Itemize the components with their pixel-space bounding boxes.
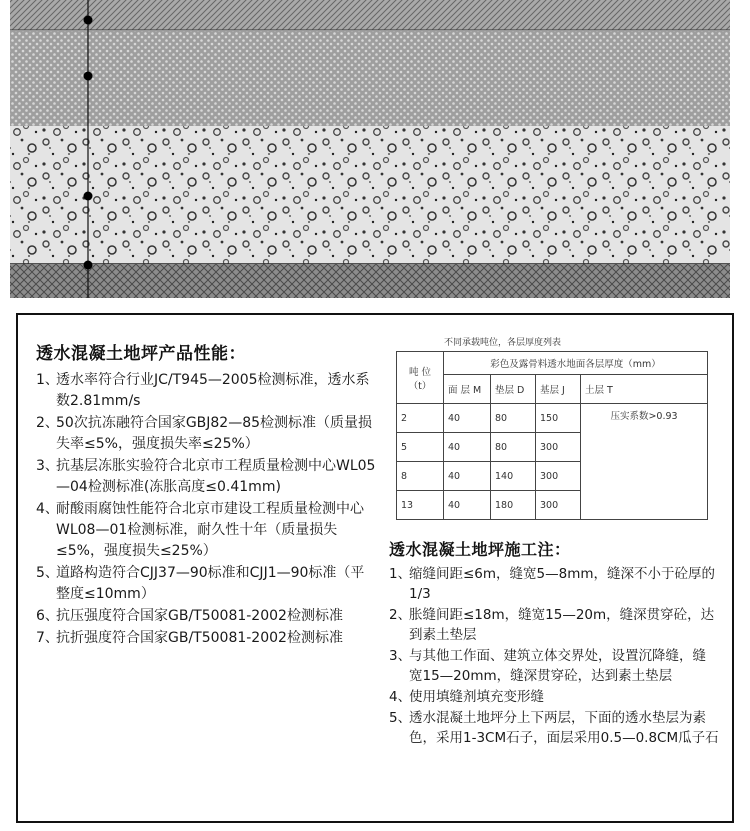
performance-item: 6、 抗压强度符合国家GB/T50081-2002检测标准 [36, 608, 343, 624]
col-soil: 土层 T [581, 375, 708, 404]
col-face: 面 层 M [444, 375, 491, 404]
performance-item: 2、 50次抗冻融符合国家GBJ82—85检测标准（质量损失率≤5%，强度损失率≤25%） [36, 415, 373, 452]
cross-section-diagram [0, 0, 750, 300]
layer-thickness-table [396, 351, 708, 520]
construction-item: 4、 使用填缝剂填充变形缝 [389, 689, 544, 705]
table-row: 8 40 140 300 [397, 462, 708, 491]
performance-item: 4、 耐酸雨腐蚀性能符合北京市建设工程质量检测中心WL08—01检测标准，耐久性十年（质量损失≤5%，强度损失≤25%） [36, 501, 364, 559]
construction-item: 3、 与其他工作面、建筑立体交界处，设置沉降缝，缝宽15—20mm，缝深贯穿砼，达到素土垫层 [389, 648, 706, 684]
table-row: 5 40 80 300 [397, 433, 708, 462]
construction-item: 5、 透水混凝土地坪分上下两层，下面的透水垫层为素色，采用1-3CM石子，面层采用0.5—0.8CM瓜子石 [389, 710, 719, 746]
product-performance-section [36, 339, 376, 650]
construction-notes-title: 透水混凝土地坪施工注： [389, 540, 571, 559]
product-performance-title: 透水混凝土地坪产品性能： [36, 344, 246, 364]
performance-item: 5、 道路构造符合CJJ37—90标准和CJJ1—90标准（平整度≤10mm） [36, 565, 365, 602]
surface-layer [10, 0, 730, 30]
compaction-cell: 压实系数>0.93 [581, 404, 708, 520]
header-group: 彩色及露骨料透水地面各层厚度（mm） [444, 352, 708, 375]
performance-item: 3、 抗基层冻胀实验符合北京市工程质量检测中心WL05—04检测标准(冻胀高度≤0.41mm) [36, 458, 376, 495]
col-cushion: 垫层 D [491, 375, 536, 404]
construction-notes-section [389, 537, 719, 749]
soil-layer [10, 264, 730, 298]
performance-item: 1、 透水率符合行业JC/T945—2005检测标准，透水系数2.81mm/s [36, 372, 370, 409]
table-row: 13 40 180 300 [397, 491, 708, 520]
performance-item: 7、 抗折强度符合国家GB/T50081-2002检测标准 [36, 630, 343, 646]
dimension-marker [84, 72, 93, 81]
cushion-layer [10, 126, 730, 264]
dimension-marker [84, 261, 93, 270]
face-layer [10, 31, 730, 126]
col-base: 基层 J [536, 375, 581, 404]
info-panel [16, 313, 734, 823]
dimension-marker [84, 16, 93, 25]
table-caption: 不同承载吨位，各层厚度列表 [444, 338, 562, 348]
construction-item: 1、 缩缝间距≤6m，缝宽5—8mm，缝深不小于砼厚的1/3 [389, 566, 716, 602]
dimension-marker [84, 192, 93, 201]
table-row: 2 40 80 150 压实系数>0.93 [397, 404, 708, 433]
header-tonnage: 吨 位 （t） [397, 352, 444, 404]
construction-item: 2、 胀缝间距≤18m，缝宽15—20m，缝深贯穿砼，达到素土垫层 [389, 607, 715, 643]
